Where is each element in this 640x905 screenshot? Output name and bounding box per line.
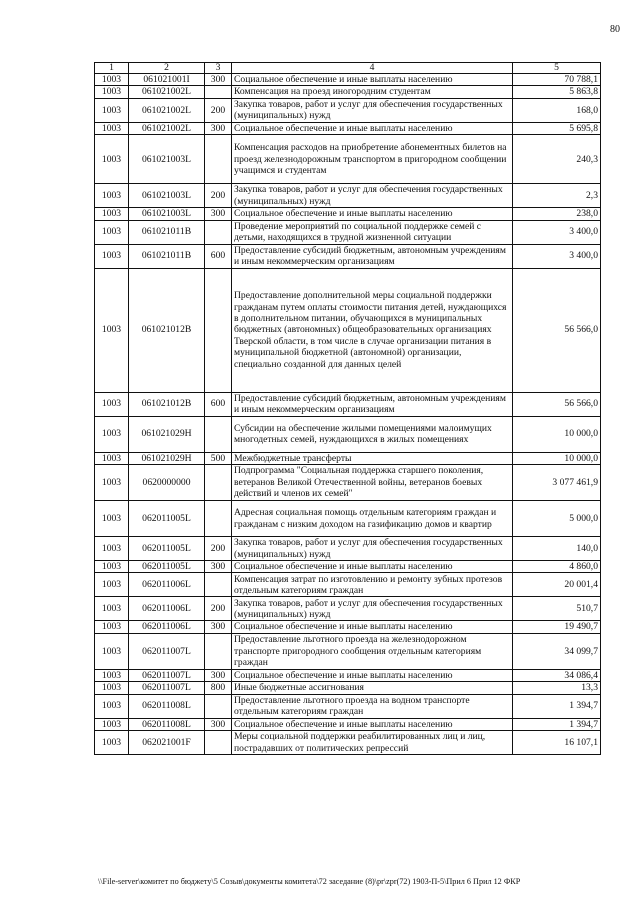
cell-c5: 1 394,7	[513, 694, 601, 718]
cell-c4: Компенсация на проезд иногородним студентам	[232, 86, 513, 98]
cell-c1: 1003	[95, 669, 129, 681]
cell-c4: Субсидии на обеспечение жилыми помещениями малоимущих многодетных семей, нуждающихся в жилых помещениях	[232, 416, 513, 452]
table-row	[95, 86, 601, 98]
cell-c5: 20 001,4	[513, 573, 601, 597]
table-row	[95, 718, 601, 730]
cell-c1: 1003	[95, 694, 129, 718]
table-row	[95, 416, 601, 452]
cell-c4: Социальное обеспечение и иные выплаты населению	[232, 208, 513, 220]
cell-c1: 1003	[95, 98, 129, 122]
table-row	[95, 694, 601, 718]
cell-c5: 10 000,0	[513, 416, 601, 452]
cell-c2: 061021012B	[129, 268, 205, 392]
cell-c2: 061021029H	[129, 416, 205, 452]
cell-c2: 061021002L	[129, 86, 205, 98]
cell-c3: 300	[205, 621, 232, 633]
cell-c1: 1003	[95, 501, 129, 537]
table-row	[95, 682, 601, 694]
cell-c1: 1003	[95, 621, 129, 633]
cell-c3	[205, 416, 232, 452]
cell-c4: Межбюджетные трансферты	[232, 452, 513, 464]
cell-c2: 061021029H	[129, 452, 205, 464]
table-body	[95, 74, 601, 755]
cell-c2: 062011005L	[129, 501, 205, 537]
cell-c4: Предоставление льготного проезда на водном транспорте отдельным категориям граждан	[232, 694, 513, 718]
cell-c3	[205, 694, 232, 718]
cell-c3: 800	[205, 682, 232, 694]
cell-c1: 1003	[95, 135, 129, 184]
cell-c5: 5 863,8	[513, 86, 601, 98]
cell-c2: 061021003L	[129, 184, 205, 208]
cell-c2: 061021002L	[129, 98, 205, 122]
cell-c3: 200	[205, 98, 232, 122]
column-header-2: 2	[129, 63, 205, 74]
cell-c3: 300	[205, 74, 232, 86]
cell-c5: 56 566,0	[513, 392, 601, 416]
cell-c4: Предоставление дополнительной меры социальной поддержки гражданам путем оплаты стоимости питания детей, нуждающихся в дополнительном питании, обучающихся в муниципальных бюджетных (автономных) общеобразовательных организациях Тверской области, в том числе в случае организации питания в муниципальной бюджетной (автономной) организации, специально созданной для данных целей	[232, 268, 513, 392]
cell-c3: 300	[205, 122, 232, 134]
table-row	[95, 452, 601, 464]
cell-c4: Проведение мероприятий по социальной поддержке семей с детьми, находящихся в трудной жизненной ситуации	[232, 220, 513, 244]
cell-c3: 200	[205, 184, 232, 208]
cell-c3	[205, 220, 232, 244]
column-header-1: 1	[95, 63, 129, 74]
table-row	[95, 537, 601, 561]
cell-c2: 062011006L	[129, 621, 205, 633]
cell-c5: 70 788,1	[513, 74, 601, 86]
cell-c5: 240,3	[513, 135, 601, 184]
page-number: 80	[610, 24, 620, 35]
cell-c3	[205, 573, 232, 597]
table-row	[95, 184, 601, 208]
column-header-4: 4	[232, 63, 513, 74]
table-row	[95, 561, 601, 573]
cell-c1: 1003	[95, 731, 129, 755]
cell-c2: 061021012B	[129, 392, 205, 416]
cell-c5: 1 394,7	[513, 718, 601, 730]
cell-c5: 19 490,7	[513, 621, 601, 633]
cell-c1: 1003	[95, 597, 129, 621]
cell-c1: 1003	[95, 537, 129, 561]
table-row	[95, 633, 601, 669]
cell-c3: 300	[205, 208, 232, 220]
cell-c4: Социальное обеспечение и иные выплаты населению	[232, 122, 513, 134]
cell-c3: 600	[205, 244, 232, 268]
cell-c5: 238,0	[513, 208, 601, 220]
cell-c1: 1003	[95, 122, 129, 134]
cell-c2: 062011008L	[129, 694, 205, 718]
cell-c5: 34 099,7	[513, 633, 601, 669]
cell-c4: Подпрограмма "Социальная поддержка старшего поколения, ветеранов Великой Отечественной войны, ветеранов боевых действий и членов их семей"	[232, 465, 513, 501]
cell-c4: Закупка товаров, работ и услуг для обеспечения государственных (муниципальных) нужд	[232, 184, 513, 208]
cell-c3	[205, 268, 232, 392]
table-row	[95, 244, 601, 268]
cell-c3	[205, 86, 232, 98]
cell-c3: 300	[205, 669, 232, 681]
column-header-5: 5	[513, 63, 601, 74]
cell-c4: Иные бюджетные ассигнования	[232, 682, 513, 694]
budget-table	[94, 62, 601, 755]
cell-c4: Социальное обеспечение и иные выплаты населению	[232, 718, 513, 730]
cell-c2: 061021011B	[129, 220, 205, 244]
column-header-3: 3	[205, 63, 232, 74]
cell-c4: Социальное обеспечение и иные выплаты населению	[232, 669, 513, 681]
table-row	[95, 122, 601, 134]
cell-c3: 600	[205, 392, 232, 416]
cell-c4: Меры социальной поддержки реабилитированных лиц и лиц, пострадавших от политических репрессий	[232, 731, 513, 755]
cell-c4: Закупка товаров, работ и услуг для обеспечения государственных (муниципальных) нужд	[232, 597, 513, 621]
cell-c1: 1003	[95, 452, 129, 464]
file-path-footer: \\File-server\комитет по бюджету\5 Созыв\документы комитета\72 заседание (8)\pr\zpr(72) 1903-П-5\Прил 6 Прил 12 ФКР	[98, 877, 521, 886]
cell-c3: 500	[205, 452, 232, 464]
cell-c2: 062011007L	[129, 633, 205, 669]
table-row	[95, 208, 601, 220]
cell-c5: 4 860,0	[513, 561, 601, 573]
table-row	[95, 465, 601, 501]
cell-c4: Социальное обеспечение и иные выплаты населению	[232, 74, 513, 86]
cell-c4: Предоставление субсидий бюджетным, автономным учреждениям и иным некоммерческим организациям	[232, 244, 513, 268]
cell-c1: 1003	[95, 682, 129, 694]
cell-c2: 062011006L	[129, 573, 205, 597]
cell-c5: 56 566,0	[513, 268, 601, 392]
cell-c3	[205, 501, 232, 537]
cell-c1: 1003	[95, 465, 129, 501]
cell-c1: 1003	[95, 718, 129, 730]
cell-c3: 200	[205, 537, 232, 561]
table-row	[95, 220, 601, 244]
cell-c2: 062011007L	[129, 669, 205, 681]
cell-c5: 140,0	[513, 537, 601, 561]
table-header-row	[95, 63, 601, 74]
cell-c5: 2,3	[513, 184, 601, 208]
cell-c3: 300	[205, 561, 232, 573]
cell-c1: 1003	[95, 184, 129, 208]
cell-c1: 1003	[95, 220, 129, 244]
cell-c2: 061021002L	[129, 122, 205, 134]
cell-c4: Закупка товаров, работ и услуг для обеспечения государственных (муниципальных) нужд	[232, 537, 513, 561]
cell-c5: 13,3	[513, 682, 601, 694]
cell-c4: Социальное обеспечение и иные выплаты населению	[232, 561, 513, 573]
cell-c2: 061021011B	[129, 244, 205, 268]
cell-c5: 3 400,0	[513, 244, 601, 268]
cell-c5: 16 107,1	[513, 731, 601, 755]
table-row	[95, 98, 601, 122]
cell-c4: Компенсация затрат по изготовлению и ремонту зубных протезов отдельным категориям граждан	[232, 573, 513, 597]
cell-c1: 1003	[95, 573, 129, 597]
cell-c3: 300	[205, 718, 232, 730]
cell-c2: 061021003L	[129, 135, 205, 184]
cell-c2: 061021003L	[129, 208, 205, 220]
table-row	[95, 669, 601, 681]
cell-c5: 3 077 461,9	[513, 465, 601, 501]
table-row	[95, 597, 601, 621]
cell-c1: 1003	[95, 416, 129, 452]
cell-c4: Адресная социальная помощь отдельным категориям граждан и гражданам с низким доходом на газификацию домов и квартир	[232, 501, 513, 537]
cell-c4: Предоставление льготного проезда на железнодорожном транспорте пригородного сообщения отдельным категориям граждан	[232, 633, 513, 669]
cell-c2: 062011005L	[129, 561, 205, 573]
table-row	[95, 74, 601, 86]
cell-c2: 062011006L	[129, 597, 205, 621]
cell-c1: 1003	[95, 86, 129, 98]
cell-c3	[205, 731, 232, 755]
cell-c1: 1003	[95, 244, 129, 268]
cell-c3	[205, 135, 232, 184]
table-row	[95, 135, 601, 184]
table-row	[95, 573, 601, 597]
cell-c3	[205, 633, 232, 669]
cell-c1: 1003	[95, 633, 129, 669]
table-row	[95, 731, 601, 755]
cell-c1: 1003	[95, 74, 129, 86]
cell-c2: 062011008L	[129, 718, 205, 730]
cell-c2: 0620000000	[129, 465, 205, 501]
cell-c5: 3 400,0	[513, 220, 601, 244]
cell-c3	[205, 465, 232, 501]
cell-c1: 1003	[95, 268, 129, 392]
table-row	[95, 501, 601, 537]
cell-c5: 10 000,0	[513, 452, 601, 464]
table-row	[95, 392, 601, 416]
cell-c4: Закупка товаров, работ и услуг для обеспечения государственных (муниципальных) нужд	[232, 98, 513, 122]
cell-c4: Предоставление субсидий бюджетным, автономным учреждениям и иным некоммерческим организациям	[232, 392, 513, 416]
table-row	[95, 621, 601, 633]
cell-c2: 062011005L	[129, 537, 205, 561]
cell-c5: 168,0	[513, 98, 601, 122]
cell-c5: 5 695,8	[513, 122, 601, 134]
cell-c4: Компенсация расходов на приобретение абонементных билетов на проезд железнодорожным транспортом в пригородном сообщении учащимся и студентам	[232, 135, 513, 184]
cell-c2: 061021001I	[129, 74, 205, 86]
cell-c4: Социальное обеспечение и иные выплаты населению	[232, 621, 513, 633]
cell-c2: 062021001F	[129, 731, 205, 755]
cell-c1: 1003	[95, 208, 129, 220]
cell-c3: 200	[205, 597, 232, 621]
table-row	[95, 268, 601, 392]
cell-c5: 510,7	[513, 597, 601, 621]
cell-c5: 5 000,0	[513, 501, 601, 537]
cell-c5: 34 086,4	[513, 669, 601, 681]
cell-c2: 062011007L	[129, 682, 205, 694]
cell-c1: 1003	[95, 392, 129, 416]
cell-c1: 1003	[95, 561, 129, 573]
